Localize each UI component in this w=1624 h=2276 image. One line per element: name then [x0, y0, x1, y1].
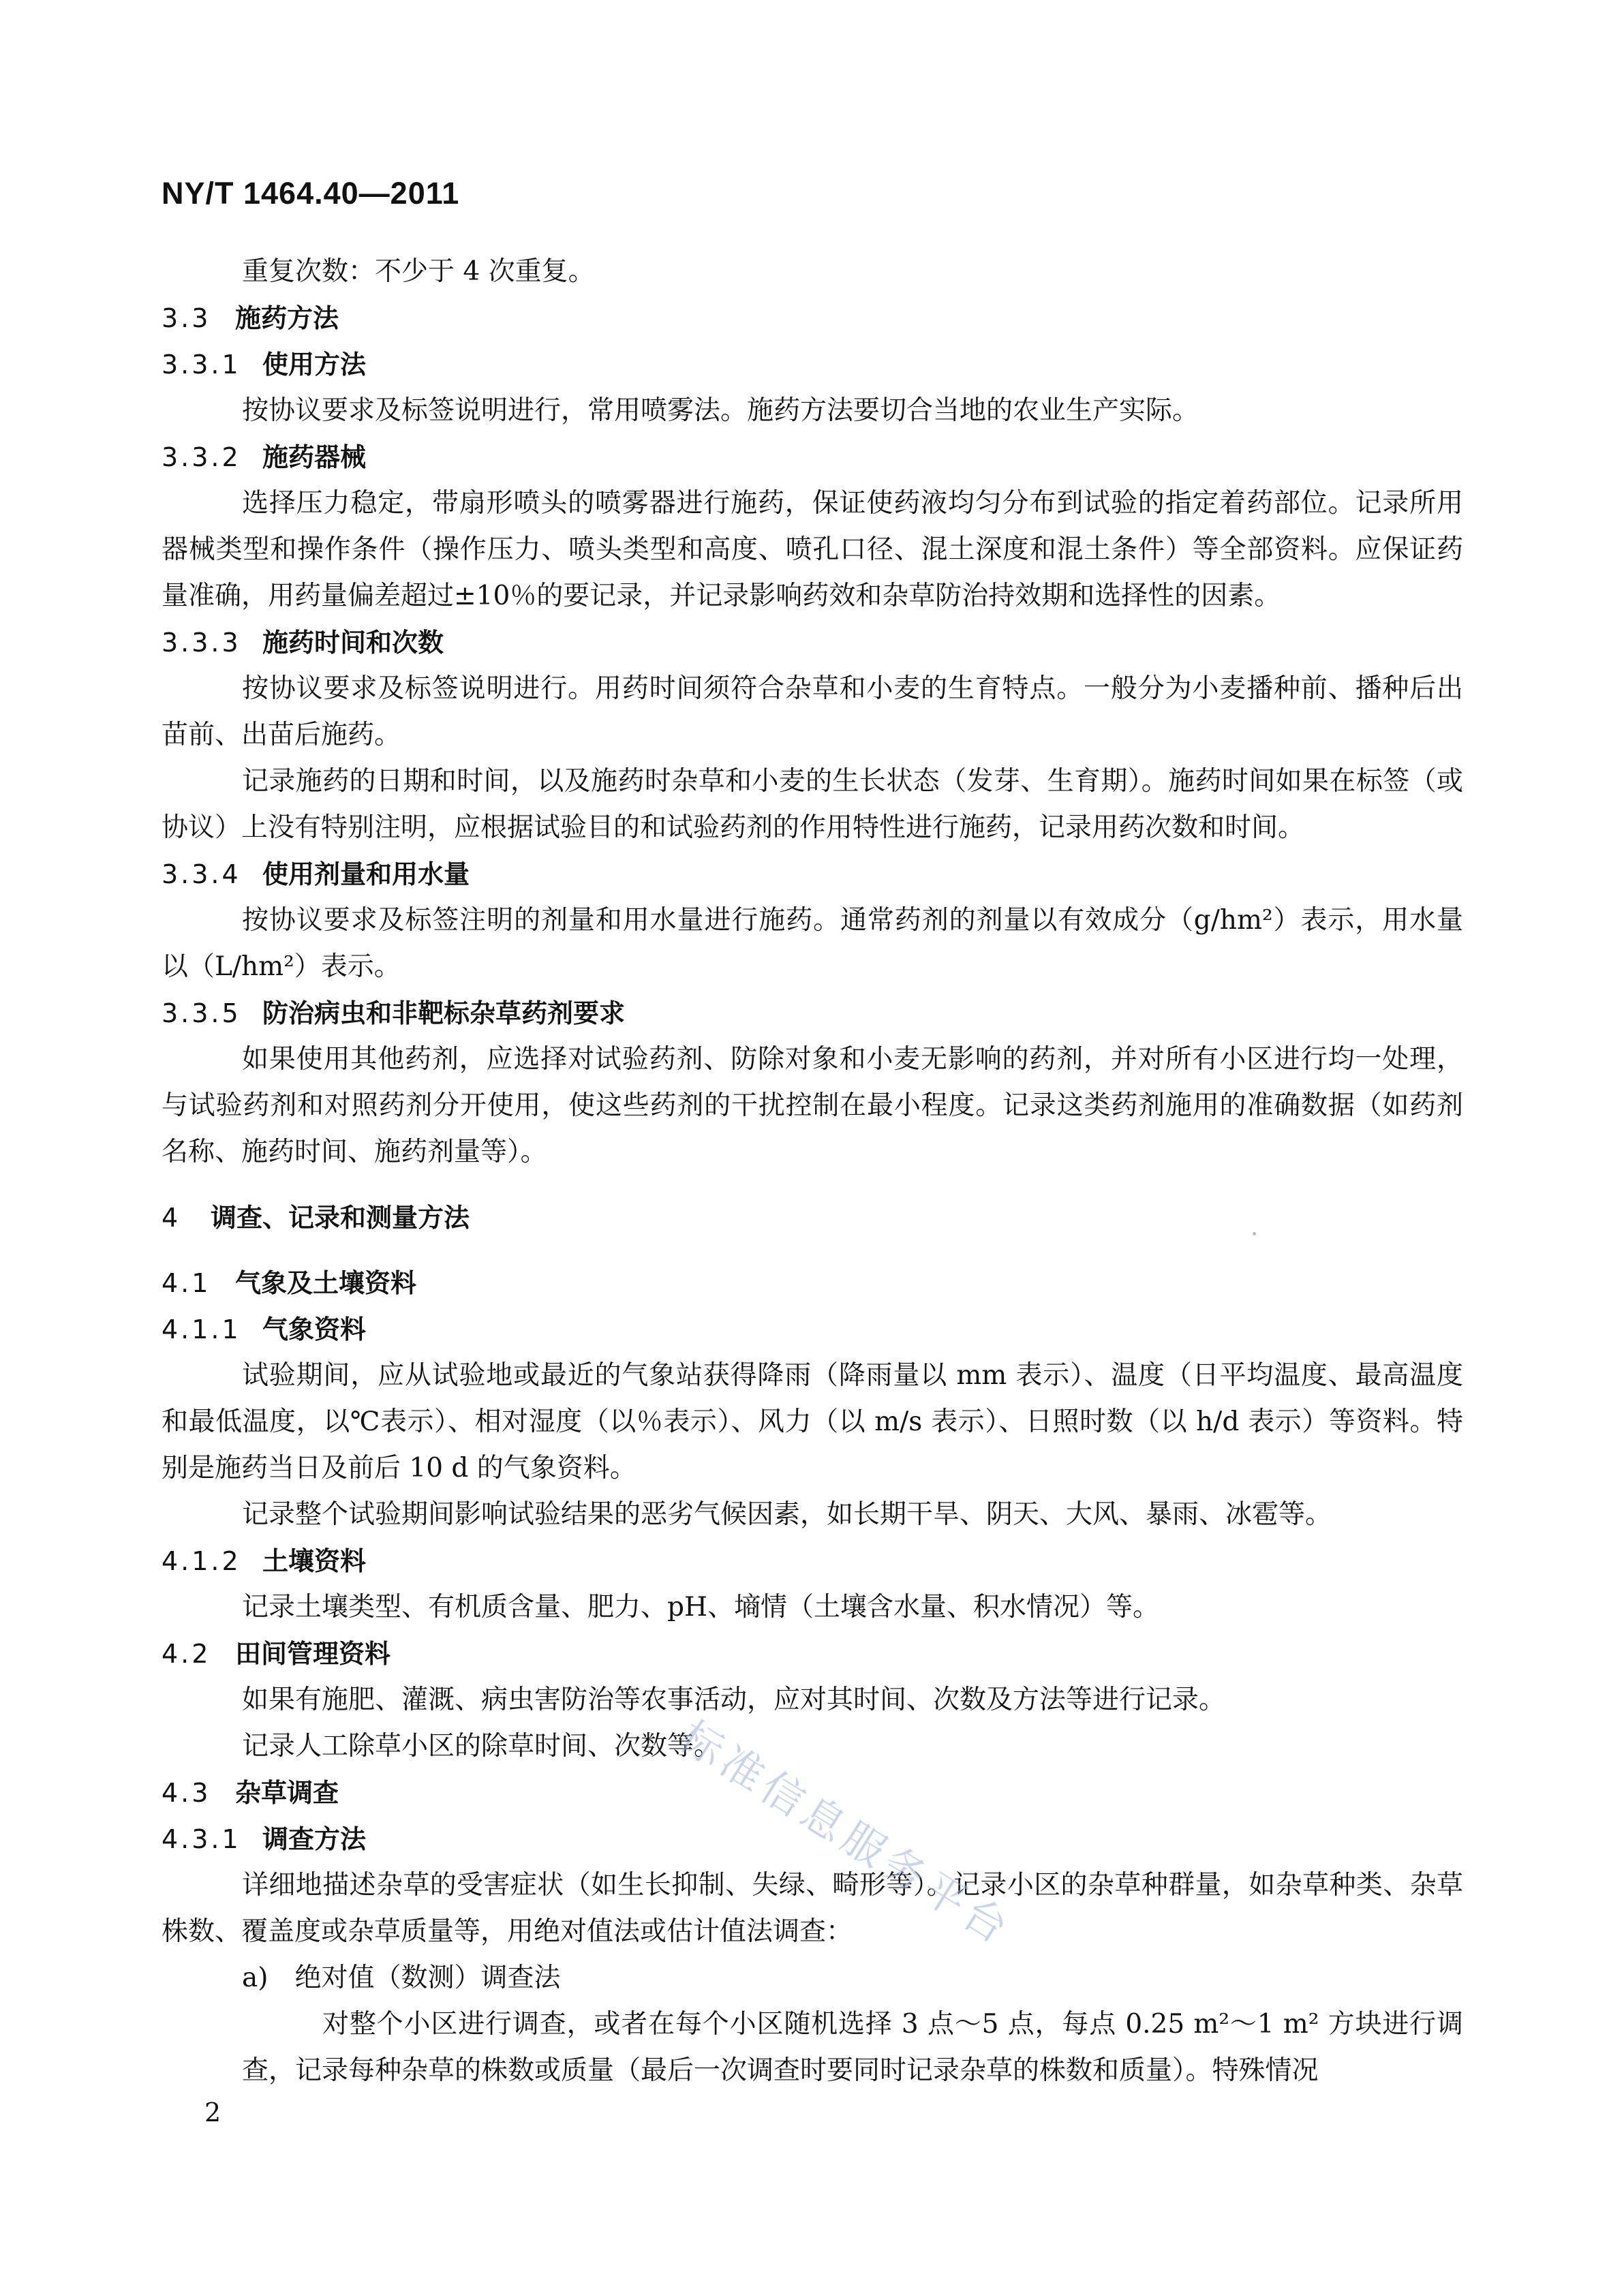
heading-title: 施药时间和次数 — [262, 628, 444, 658]
heading-number: 4.1.1 — [162, 1314, 241, 1344]
paragraph-4-1-2: 记录土壤类型、有机质含量、肥力、pH、墒情（土壤含水量、积水情况）等。 — [242, 1592, 1159, 1623]
heading-number: 3.3.5 — [162, 998, 241, 1028]
heading-title: 杂草调查 — [235, 1778, 339, 1808]
watermark: 标准信息服务平台 — [671, 1711, 1022, 1956]
heading-title: 土壤资料 — [262, 1546, 367, 1576]
paragraph-3-3-1: 按协议要求及标签说明进行，常用喷雾法。施药方法要切合当地的农业生产实际。 — [242, 395, 1199, 426]
scan-speck — [1253, 1232, 1256, 1235]
heading-4-2 — [162, 1631, 1463, 1677]
heading-number: 3.3.3 — [162, 628, 241, 658]
heading-number: 4.1 — [162, 1268, 211, 1298]
heading-number: 3.3.1 — [162, 350, 241, 380]
heading-number: 3.3 — [162, 303, 211, 333]
heading-title: 调查、记录和测量方法 — [211, 1203, 470, 1233]
heading-title: 田间管理资料 — [235, 1639, 391, 1669]
heading-title: 气象及土壤资料 — [235, 1268, 417, 1298]
heading-4-1-2 — [162, 1538, 1463, 1584]
heading-number: 3.3.2 — [162, 442, 241, 472]
heading-number: 4.3.1 — [162, 1824, 241, 1854]
heading-title: 使用方法 — [262, 350, 367, 380]
paragraph-list-item-a: 对整个小区进行调查，或者在每个小区随机选择 3 点～5 点，每点 0.25 m²～1 m² 方块进行调查，记录每种杂草的株数或质量（最后一次调查时要同时记录杂草的株数和质量）。特殊情况 — [242, 2009, 1463, 2086]
paragraph-4-1-1-a: 试验期间，应从试验地或最近的气象站获得降雨（降雨量以 mm 表示）、温度（日平均温度、最高温度和最低温度，以℃表示）、相对湿度（以％表示）、风力（以 m/s 表示）、日照时数（以 h/d 表示）等资料。特别是施药当日及前后 10 d 的气象资料。 — [162, 1360, 1463, 1483]
heading-4-1 — [162, 1260, 1463, 1306]
heading-3-3-3 — [162, 619, 1463, 666]
heading-3-3-4 — [162, 851, 1463, 897]
paragraph-3-3-2: 选择压力稳定，带扇形喷头的喷雾器进行施药，保证使药液均匀分布到试验的指定着药部位。记录所用器械类型和操作条件（操作压力、喷头类型和高度、喷孔口径、混土深度和混土条件）等全部资料。应保证药量准确，用药量偏差超过±10％的要记录，并记录影响药效和杂草防治持效期和选择性的因素。 — [162, 488, 1463, 611]
paragraph-4-2-b: 记录人工除草小区的除草时间、次数等。 — [242, 1731, 721, 1762]
paragraph-3-3-4: 按协议要求及标签注明的剂量和用水量进行施药。通常药剂的剂量以有效成分（g/hm²）表示，用水量以（L/hm²）表示。 — [162, 905, 1463, 982]
heading-title: 施药器械 — [262, 442, 367, 472]
paragraph-3-3-5: 如果使用其他药剂，应选择对试验药剂、防除对象和小麦无影响的药剂，并对所有小区进行均一处理，与试验药剂和对照药剂分开使用，使这些药剂的干扰控制在最小程度。记录这类药剂施用的准确数据（如药剂名称、施药时间、施药剂量等）。 — [162, 1044, 1463, 1167]
standard-code-header: NY/T 1464.40—2011 — [162, 176, 460, 211]
heading-title: 调查方法 — [262, 1824, 367, 1854]
heading-3-3-5 — [162, 990, 1463, 1036]
heading-number: 4.1.2 — [162, 1546, 241, 1576]
heading-title: 气象资料 — [262, 1314, 367, 1344]
paragraph-4-1-1-b: 记录整个试验期间影响试验结果的恶劣气候因素，如长期干旱、阴天、大风、暴雨、冰雹等。 — [242, 1499, 1332, 1530]
heading-number: 4.3 — [162, 1778, 211, 1808]
paragraph-3-3-3-a: 按协议要求及标签说明进行。用药时间须符合杂草和小麦的生育特点。一般分为小麦播种前、播种后出苗前、出苗后施药。 — [162, 673, 1463, 750]
paragraph-repeat-count: 重复次数：不少于 4 次重复。 — [242, 256, 595, 287]
heading-3-3 — [162, 295, 1463, 341]
heading-number: 4 — [162, 1203, 181, 1233]
paragraph-3-3-3-b: 记录施药的日期和时间，以及施药时杂草和小麦的生长状态（发芽、生育期）。施药时间如果在标签（或协议）上没有特别注明，应根据试验目的和试验药剂的作用特性进行施药，记录用药次数和时间。 — [162, 766, 1463, 843]
list-item-a: a) 绝对值（数测）调查法 — [242, 1963, 561, 1993]
heading-title: 防治病虫和非靶标杂草药剂要求 — [262, 998, 626, 1028]
heading-4-1-1 — [162, 1306, 1463, 1353]
heading-title: 使用剂量和用水量 — [262, 859, 470, 889]
heading-number: 3.3.4 — [162, 859, 241, 889]
paragraph-4-3-1: 详细地描述杂草的受害症状（如生长抑制、失绿、畸形等）。记录小区的杂草种群量，如杂草种类、杂草株数、覆盖度或杂草质量等，用绝对值法或估计值法调查： — [162, 1870, 1463, 1947]
page-number: 2 — [204, 2097, 221, 2127]
heading-3-3-2 — [162, 434, 1463, 480]
heading-3-3-1 — [162, 341, 1463, 388]
heading-number: 4.2 — [162, 1639, 211, 1669]
heading-4 — [162, 1195, 1463, 1241]
paragraph-4-2-a: 如果有施肥、灌溉、病虫害防治等农事活动，应对其时间、次数及方法等进行记录。 — [242, 1685, 1226, 1715]
heading-title: 施药方法 — [235, 303, 339, 333]
